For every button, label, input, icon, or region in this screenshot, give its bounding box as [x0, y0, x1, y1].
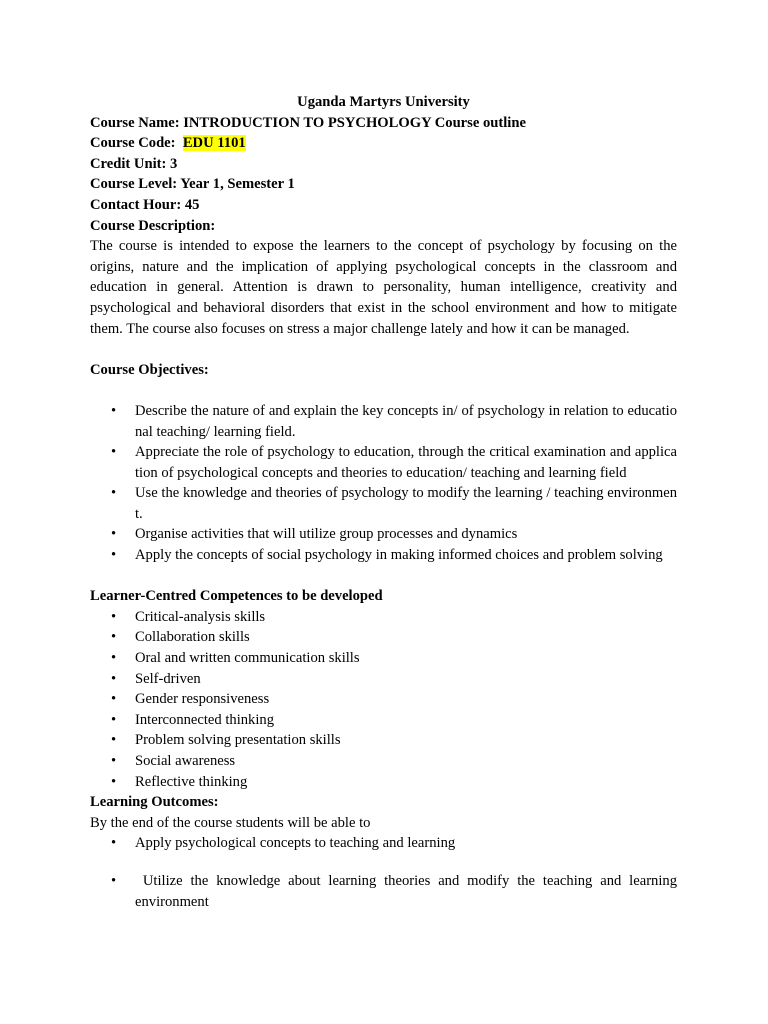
bullet-icon: • [111, 526, 117, 543]
bullet-icon: • [111, 670, 117, 687]
course-name-value: INTRODUCTION TO PSYCHOLOGY Course outline [183, 114, 526, 131]
competence-text: Social awareness [135, 753, 236, 769]
list-item [90, 524, 677, 545]
outcomes-list [90, 833, 677, 854]
list-item [90, 648, 677, 669]
outcomes-list-2 [90, 871, 681, 912]
objectives-heading: Course Objectives: [90, 361, 209, 378]
description-heading: Course Description: [90, 217, 216, 234]
bullet-icon: • [111, 732, 117, 749]
list-item [90, 833, 677, 854]
list-item [90, 627, 677, 648]
outcomes-heading: Learning Outcomes: [90, 794, 219, 811]
objective-text: Appreciate the role of psychology to education, through the critical examination and application of psychological concepts and theories to education/ teaching and learning field [135, 444, 677, 481]
competence-text: Oral and written communication skills [135, 650, 360, 667]
university-title: Uganda Martyrs University [297, 94, 470, 110]
bullet-icon: • [111, 402, 117, 419]
list-item [90, 730, 677, 751]
course-level: Course Level: Year 1, Semester 1 [90, 176, 295, 193]
objective-text: Organise activities that will utilize group processes and dynamics [135, 526, 518, 543]
course-name-line [90, 113, 677, 134]
competence-text: Problem solving presentation skills [135, 732, 341, 749]
list-item [90, 607, 677, 628]
bullet-icon: • [111, 835, 117, 852]
outcome-text: Utilize the knowledge about learning theories and modify the teaching and learning environment [135, 872, 681, 910]
competence-text: Reflective thinking [135, 773, 248, 790]
document-page [90, 92, 681, 912]
bullet-icon: • [111, 485, 117, 502]
competences-list [90, 607, 677, 792]
bullet-icon: • [111, 608, 117, 625]
objective-text: Describe the nature of and explain the key concepts in/ of psychology in relation to educational teaching/ learning field. [135, 402, 677, 440]
bullet-icon: • [111, 711, 117, 728]
course-code-label: Course Code: [90, 135, 183, 152]
bullet-icon: • [111, 547, 117, 564]
credit-unit: Credit Unit: 3 [90, 155, 178, 172]
competence-text: Critical-analysis skills [135, 608, 266, 625]
competence-text: Interconnected thinking [135, 711, 274, 728]
bullet-icon: • [111, 691, 117, 708]
list-item [90, 442, 677, 483]
outcome-text: Apply psychological concepts to teaching and learning [135, 835, 456, 852]
list-item [90, 871, 681, 912]
spacer [90, 380, 677, 401]
bullet-icon: • [111, 773, 117, 790]
competence-text: Gender responsiveness [135, 691, 270, 708]
list-item [90, 710, 677, 731]
list-item [90, 751, 677, 772]
competence-text: Self-driven [135, 670, 201, 687]
list-item [90, 669, 677, 690]
bullet-icon: • [111, 753, 117, 769]
spacer [90, 566, 677, 587]
outcomes-intro: By the end of the course students will be able to [90, 814, 371, 831]
objective-text: Use the knowledge and theories of psychology to modify the learning / teaching environment. [135, 485, 677, 522]
bullet-icon: • [111, 650, 117, 667]
course-code-value: EDU 1101 [182, 135, 246, 152]
list-item [90, 772, 677, 793]
list-item [90, 401, 677, 442]
course-code-line [90, 133, 677, 154]
bullet-icon: • [111, 444, 117, 461]
description-text: The course is intended to expose the learners to the concept of psychology by focusing on the origins, nature and the implication of applying psychological concepts in the classroom and education in general. Attention is drawn to personality, human intelligence, creativity and psychological and behavioral disorders that exist in the school environment and how to mitigate them. The course also focuses on stress a major challenge lately and how it can be managed. [90, 238, 677, 337]
contact-hour: Contact Hour: 45 [90, 196, 200, 213]
bullet-icon: • [111, 629, 117, 646]
list-item [90, 689, 677, 710]
competence-text: Collaboration skills [135, 629, 250, 646]
spacer [90, 339, 677, 360]
objectives-list [90, 401, 677, 566]
bullet-icon: • [111, 872, 117, 889]
competences-heading: Learner-Centred Competences to be developed [90, 588, 383, 605]
objective-text: Apply the concepts of social psychology in making informed choices and problem solving [135, 547, 663, 564]
course-name-label: Course Name: [90, 114, 184, 131]
list-item [90, 545, 677, 566]
list-item [90, 483, 677, 524]
spacer [90, 854, 677, 871]
